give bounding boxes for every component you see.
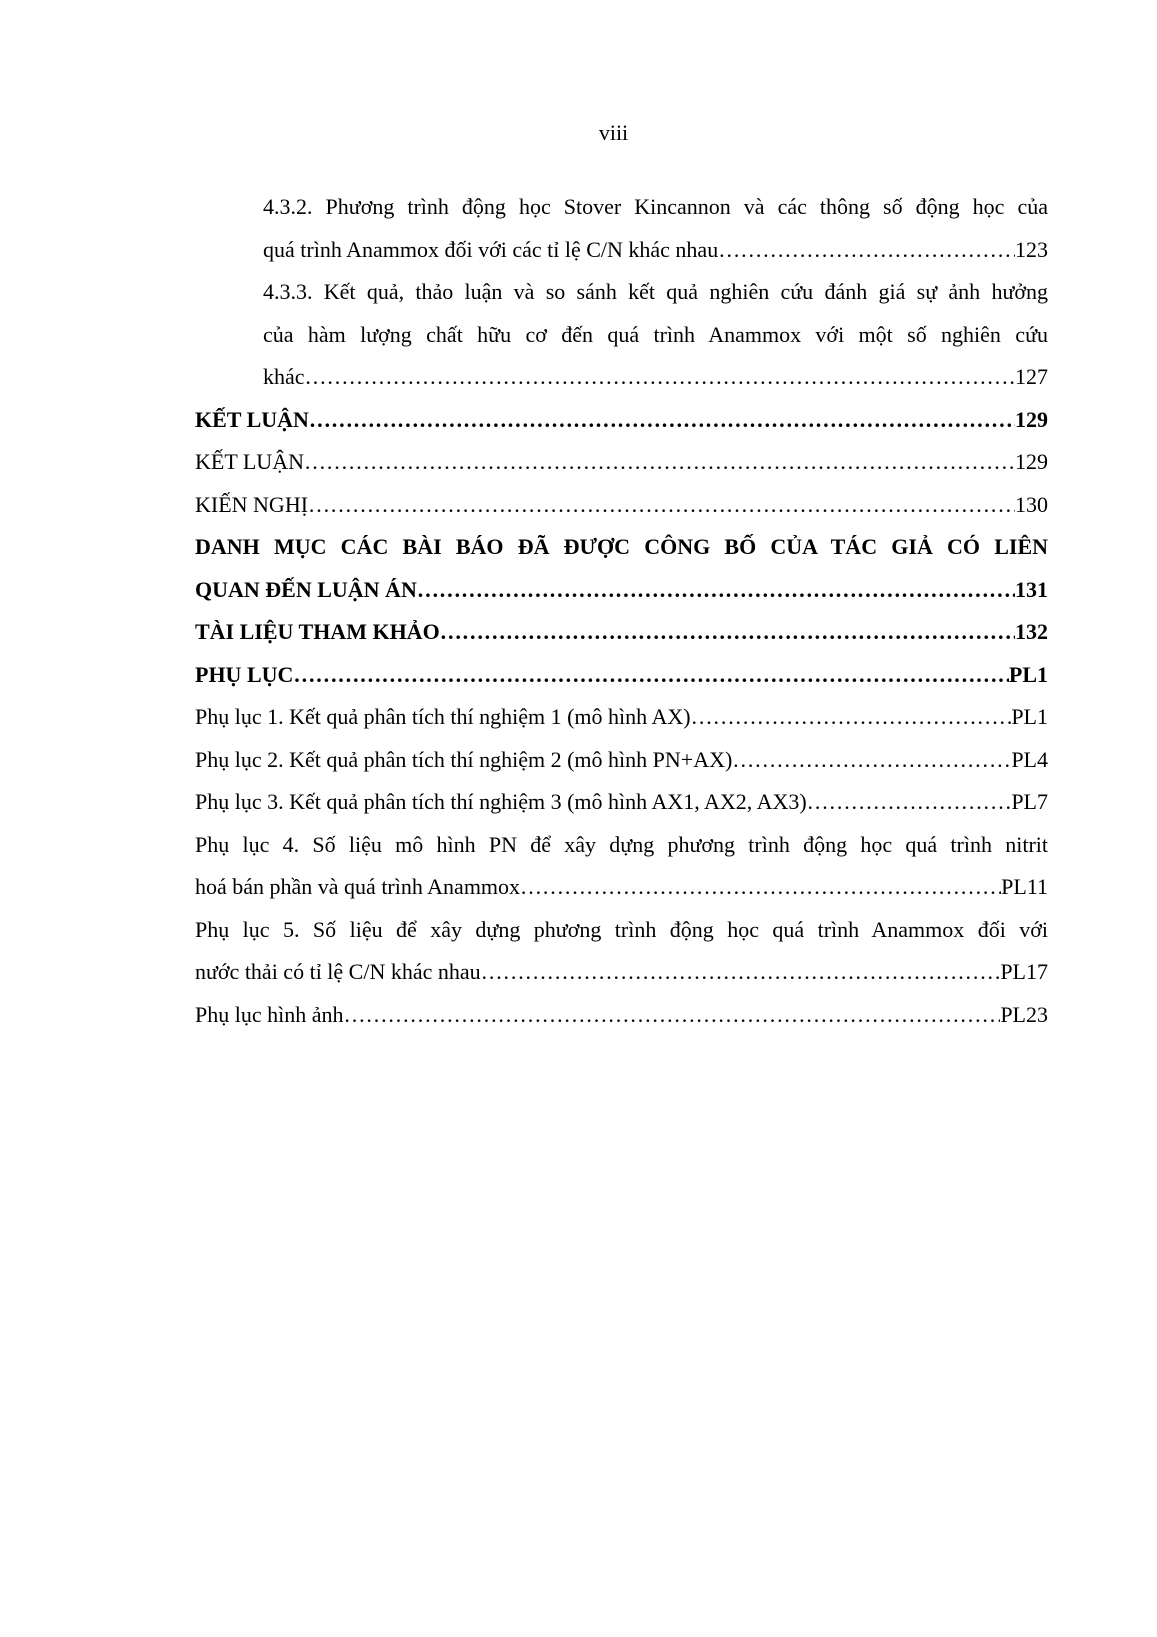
dot-leader <box>481 951 1001 994</box>
toc-entry-danh-muc-line1: DANH MỤC CÁC BÀI BÁO ĐÃ ĐƯỢC CÔNG BỐ CỦA TÁC GIẢ CÓ LIÊN <box>195 534 1048 559</box>
toc-page-number: PL4 <box>1011 746 1048 772</box>
dot-leader <box>440 611 1015 654</box>
toc-page-number: PL11 <box>1001 874 1048 899</box>
dot-leader <box>308 484 1015 527</box>
toc-entry-phu-luc-5-line1: Phụ lục 5. Số liệu để xây dựng phương trình động học quá trình Anammox đối với <box>195 916 1048 942</box>
toc-entry-phu-luc-heading[interactable] <box>195 654 1048 697</box>
toc-entry-label: KẾT LUẬN <box>195 406 309 432</box>
dot-leader <box>718 229 1015 272</box>
toc-page-number: PL17 <box>1000 959 1048 984</box>
toc-entry-4-3-3-line2: của hàm lượng chất hữu cơ đến quá trình Anammox với một số nghiên cứu <box>263 321 1048 347</box>
dot-leader <box>344 994 1001 1037</box>
toc-entry-label: TÀI LIỆU THAM KHẢO <box>195 619 440 644</box>
dot-leader <box>520 866 1001 909</box>
toc-entry-label: Phụ lục hình ảnh <box>195 1001 344 1027</box>
toc-page-number: 123 <box>1015 236 1048 262</box>
toc-entry-4-3-2-line1: 4.3.2. Phương trình động học Stover Kincannon và các thông số động học của <box>263 194 1048 219</box>
toc-entry-kien-nghi[interactable] <box>195 484 1048 527</box>
toc-page-number: PL1 <box>1011 704 1048 729</box>
toc-page-number: 132 <box>1015 619 1048 644</box>
toc-entry-label: Phụ lục 3. Kết quả phân tích thí nghiệm 3 (mô hình AX1, AX2, AX3) <box>195 789 807 814</box>
toc-entry-tai-lieu[interactable] <box>195 611 1048 654</box>
dot-leader <box>304 441 1015 484</box>
toc-entry-label: hoá bán phần và quá trình Anammox <box>195 874 521 899</box>
dot-leader <box>691 696 1012 739</box>
toc-entry-danh-muc-line2[interactable] <box>195 569 1048 612</box>
toc-page-number: 130 <box>1015 491 1048 517</box>
toc-page-number: 129 <box>1015 406 1048 432</box>
toc-entry-phu-luc-4-line2[interactable] <box>195 866 1048 909</box>
dot-leader <box>732 739 1011 782</box>
toc-entry-phu-luc-hinh-anh[interactable] <box>195 994 1048 1037</box>
toc-entry-phu-luc-1[interactable] <box>195 696 1048 739</box>
toc-page-number: 131 <box>1015 576 1048 602</box>
toc-entry-4-3-2-line2[interactable] <box>263 229 1048 272</box>
toc-entry-label: PHỤ LỤC <box>195 661 294 687</box>
toc-entry-4-3-3-line3[interactable] <box>263 356 1048 399</box>
toc-entry-label: khác <box>263 364 305 389</box>
toc-entry-ket-luan-heading[interactable] <box>195 399 1048 442</box>
toc-entry-label: KẾT LUẬN <box>195 449 304 474</box>
dot-leader <box>305 356 1015 399</box>
dot-leader <box>417 569 1015 612</box>
toc-entry-label: Phụ lục 1. Kết quả phân tích thí nghiệm 1 (mô hình AX) <box>195 704 691 729</box>
toc-entry-phu-luc-4-line1: Phụ lục 4. Số liệu mô hình PN để xây dựng phương trình động học quá trình nitrit <box>195 831 1048 857</box>
toc-entry-phu-luc-3[interactable] <box>195 781 1048 824</box>
toc-entry-label: quá trình Anammox đối với các tỉ lệ C/N khác nhau <box>263 236 719 262</box>
toc-page-number: 127 <box>1015 364 1048 389</box>
dot-leader <box>293 654 1008 697</box>
toc-entry-phu-luc-2[interactable] <box>195 739 1048 782</box>
table-of-contents <box>195 186 1048 1036</box>
toc-page-number: PL7 <box>1011 789 1048 814</box>
toc-entry-label: KIẾN NGHỊ <box>195 491 309 517</box>
page-number: viii <box>598 120 629 145</box>
toc-page-number: PL1 <box>1008 661 1048 687</box>
toc-entry-4-3-3-line1: 4.3.3. Kết quả, thảo luận và so sánh kết quả nghiên cứu đánh giá sự ảnh hưởng <box>263 279 1048 304</box>
dot-leader <box>309 399 1015 442</box>
toc-page-number: 129 <box>1015 449 1048 474</box>
toc-page-number: PL23 <box>1000 1001 1048 1027</box>
toc-entry-ket-luan[interactable] <box>195 441 1048 484</box>
toc-entry-label: QUAN ĐẾN LUẬN ÁN <box>195 576 417 602</box>
toc-entry-label: Phụ lục 2. Kết quả phân tích thí nghiệm 2 (mô hình PN+AX) <box>195 746 733 772</box>
dot-leader <box>807 781 1012 824</box>
toc-entry-label: nước thải có tỉ lệ C/N khác nhau <box>195 959 481 984</box>
toc-entry-phu-luc-5-line2[interactable] <box>195 951 1048 994</box>
